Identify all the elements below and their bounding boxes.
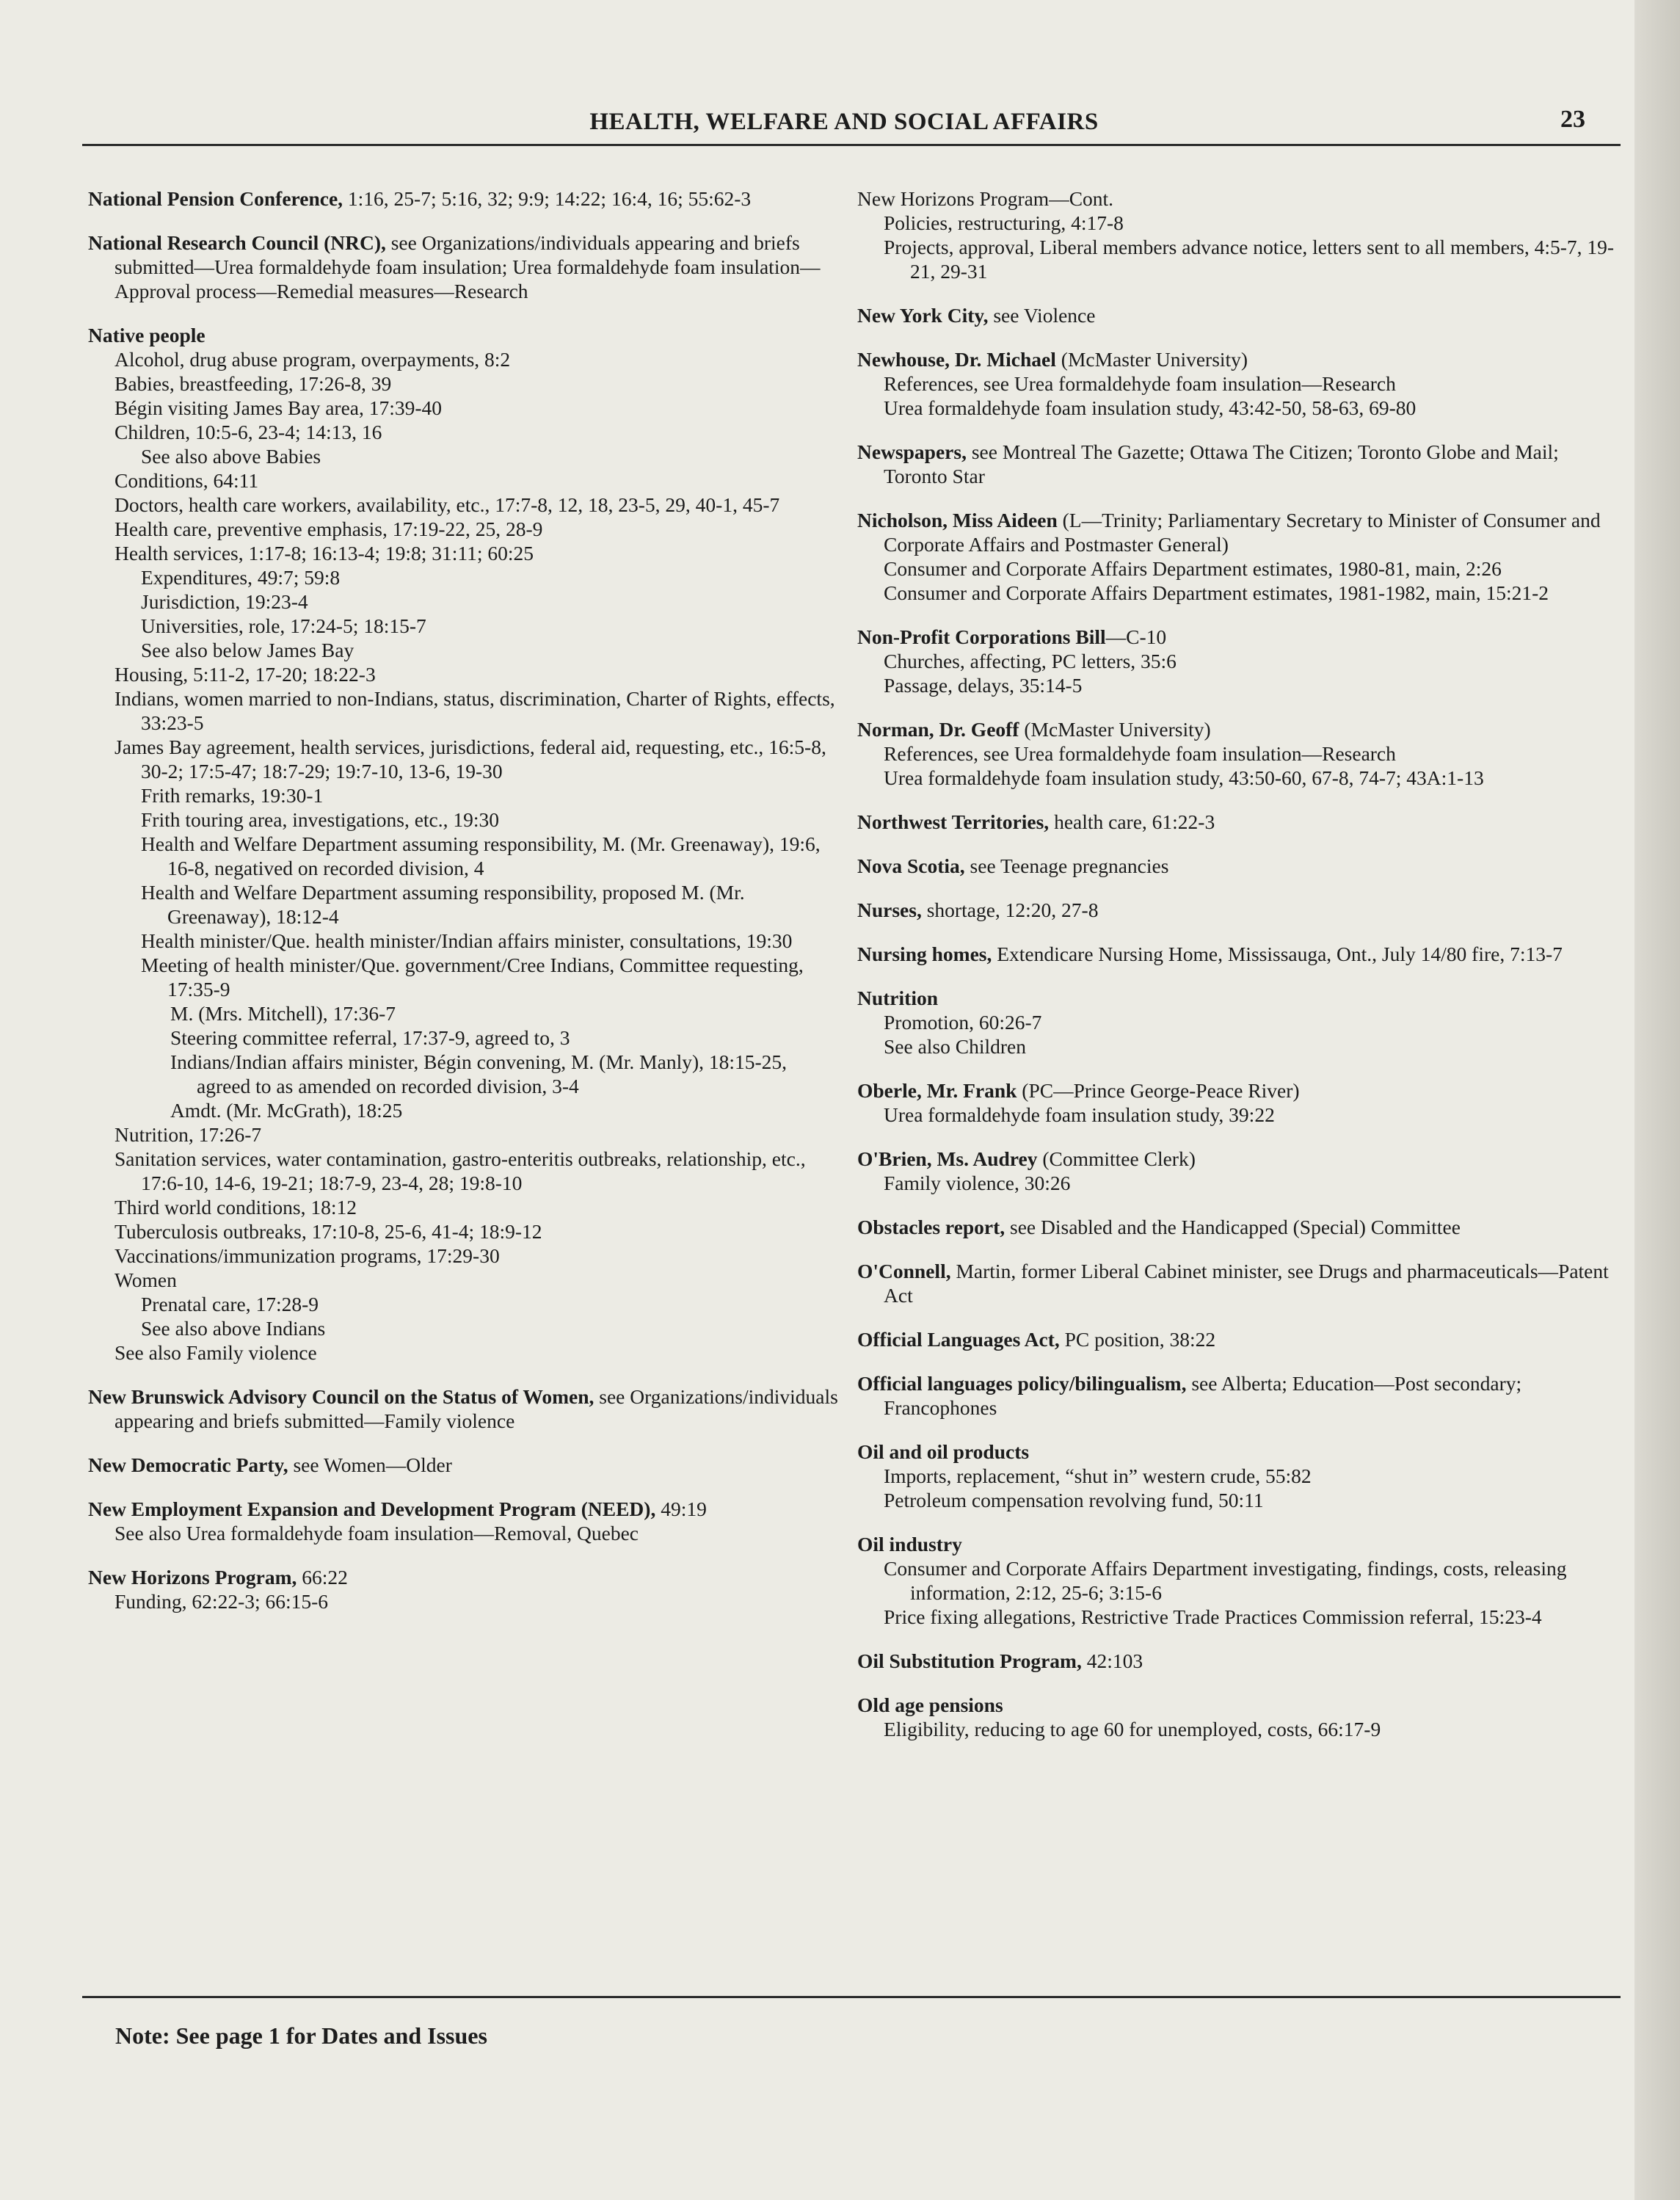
index-heading-line — [857, 1147, 1621, 1171]
index-heading-line — [88, 1384, 844, 1433]
index-text: Health minister/Que. health minister/Indian affairs minister, consultations, 19:30 — [141, 929, 793, 952]
index-heading: Nursing homes, — [857, 943, 992, 965]
index-entry — [88, 1453, 844, 1477]
index-subentry-line — [884, 1103, 1621, 1127]
index-text: see Organizations/individuals appearing and briefs submitted—Family violence — [114, 1385, 838, 1432]
index-entry — [857, 898, 1621, 922]
index-text: Amdt. (Mr. McGrath), 18:25 — [170, 1099, 403, 1122]
index-text: Health and Welfare Department assuming responsibility, M. (Mr. Greenaway), 19:6, 16-8, negatived on recorded division, 4 — [141, 832, 821, 879]
index-text: (PC—Prince George-Peace River) — [1017, 1079, 1300, 1102]
index-heading-line — [857, 1532, 1621, 1556]
index-text: Consumer and Corporate Affairs Department estimates, 1980-81, main, 2:26 — [884, 557, 1502, 580]
index-subentry-line — [141, 589, 844, 614]
index-entry — [857, 1649, 1621, 1673]
index-text: see Violence — [988, 304, 1096, 327]
index-text: Urea formaldehyde foam insulation study, 43:50-60, 67-8, 74-7; 43A:1-13 — [884, 766, 1484, 789]
index-subentry-line — [141, 444, 844, 468]
index-text: (McMaster University) — [1019, 718, 1211, 741]
index-entry — [857, 1532, 1621, 1629]
index-subentry-line — [114, 662, 844, 686]
index-subentry-line — [141, 783, 844, 807]
index-heading-line — [857, 303, 1621, 327]
index-subentry-line — [884, 673, 1621, 697]
index-heading-line — [857, 717, 1621, 741]
index-subentry-line — [141, 1316, 844, 1340]
index-heading: Norman, Dr. Geoff — [857, 718, 1019, 741]
index-text: Third world conditions, 18:12 — [114, 1196, 357, 1219]
index-entry — [857, 1147, 1621, 1195]
index-text: 66:22 — [297, 1566, 348, 1589]
index-text: see Teenage pregnancies — [964, 854, 1169, 877]
index-entry — [88, 1497, 844, 1545]
index-text: See also Family violence — [114, 1341, 317, 1364]
index-text: See also above Babies — [141, 445, 321, 468]
index-entry — [857, 854, 1621, 878]
index-heading-line — [857, 186, 1621, 211]
index-subentry-line — [141, 880, 844, 929]
index-heading-line — [857, 1215, 1621, 1239]
index-subentry-line — [114, 1340, 844, 1365]
index-text: See also Urea formaldehyde foam insulation—Removal, Quebec — [114, 1522, 639, 1544]
index-entry — [857, 1078, 1621, 1127]
index-subentry-line — [114, 541, 844, 565]
index-text: Policies, restructuring, 4:17-8 — [884, 211, 1124, 234]
index-entry — [857, 347, 1621, 420]
index-heading-line — [857, 508, 1621, 556]
index-subentry-line — [141, 929, 844, 953]
index-entry — [857, 1259, 1621, 1307]
index-heading: New York City, — [857, 304, 989, 327]
index-text: Tuberculosis outbreaks, 17:10-8, 25-6, 41-4; 18:9-12 — [114, 1220, 542, 1243]
index-entry — [857, 186, 1621, 283]
index-subentry-line — [114, 1195, 844, 1219]
index-subentry-line — [884, 396, 1621, 420]
index-heading-line — [857, 986, 1621, 1010]
index-text: 1:16, 25-7; 5:16, 32; 9:9; 14:22; 16:4, 16; 55:62-3 — [343, 187, 752, 210]
index-heading: Oberle, Mr. Frank — [857, 1079, 1017, 1102]
index-text: Projects, approval, Liberal members advance notice, letters sent to all members, 4:5-7, 19-21, 29-31 — [884, 236, 1615, 283]
index-text: Women — [114, 1268, 177, 1291]
index-subentry-line — [114, 396, 844, 420]
index-subentry-line — [114, 468, 844, 493]
index-text: References, see Urea formaldehyde foam insulation—Research — [884, 372, 1396, 395]
index-heading: Newhouse, Dr. Michael — [857, 348, 1056, 371]
index-text: Petroleum compensation revolving fund, 50:11 — [884, 1489, 1264, 1511]
index-text: see Montreal The Gazette; Ottawa The Citizen; Toronto Globe and Mail; Toronto Star — [884, 440, 1559, 487]
footer-rule — [82, 1996, 1621, 1998]
index-subentry-line — [114, 735, 844, 783]
index-heading-line — [857, 1371, 1621, 1420]
index-text: Alcohol, drug abuse program, overpayments, 8:2 — [114, 348, 511, 371]
index-heading-line — [857, 898, 1621, 922]
index-entry — [88, 186, 844, 211]
index-subentry-line — [884, 649, 1621, 673]
index-subentry-line — [114, 517, 844, 541]
index-heading: National Research Council (NRC), — [88, 231, 386, 254]
index-text: Children, 10:5-6, 23-4; 14:13, 16 — [114, 421, 382, 443]
index-column-right — [857, 186, 1621, 1761]
index-subentry-line — [884, 1464, 1621, 1488]
index-entry — [857, 1693, 1621, 1741]
index-heading: Nova Scotia, — [857, 854, 965, 877]
index-text: 42:103 — [1081, 1649, 1143, 1672]
index-entry — [857, 1440, 1621, 1512]
index-subentry-line — [884, 1556, 1621, 1605]
index-text: (L—Trinity; Parliamentary Secretary to Minister of Consumer and Corporate Affairs and Postmaster General) — [884, 509, 1601, 556]
index-text: Urea formaldehyde foam insulation study, 39:22 — [884, 1103, 1275, 1126]
index-subentry-line — [170, 1098, 844, 1122]
index-subentry-line — [884, 1171, 1621, 1195]
index-text: New Horizons Program—Cont. — [857, 187, 1114, 210]
index-entry — [857, 986, 1621, 1059]
index-subentry-line — [884, 556, 1621, 581]
index-heading-line — [88, 1565, 844, 1589]
index-text: Promotion, 60:26-7 — [884, 1011, 1042, 1034]
index-heading: O'Brien, Ms. Audrey — [857, 1147, 1038, 1170]
index-heading: Native people — [88, 324, 206, 346]
index-text: —C-10 — [1105, 625, 1167, 648]
index-subentry-line — [114, 347, 844, 371]
index-subentry-line — [884, 1034, 1621, 1059]
footer-note: Note: See page 1 for Dates and Issues — [115, 2022, 487, 2049]
index-text: see Women—Older — [288, 1453, 452, 1476]
index-heading-line — [857, 1693, 1621, 1717]
index-text: Frith touring area, investigations, etc., 19:30 — [141, 808, 500, 831]
index-heading: New Brunswick Advisory Council on the Status of Women, — [88, 1385, 594, 1408]
index-heading: O'Connell, — [857, 1260, 951, 1282]
index-text: Churches, affecting, PC letters, 35:6 — [884, 650, 1177, 672]
index-subentry-line — [114, 420, 844, 444]
index-heading-line — [88, 1453, 844, 1477]
index-subentry-line — [141, 807, 844, 832]
index-heading: Obstacles report, — [857, 1216, 1006, 1238]
index-text: Extendicare Nursing Home, Mississauga, Ont., July 14/80 fire, 7:13-7 — [992, 943, 1563, 965]
index-heading: Non-Profit Corporations Bill — [857, 625, 1106, 648]
index-heading-line — [857, 1259, 1621, 1307]
index-heading-line — [857, 440, 1621, 488]
index-subentry-line — [884, 371, 1621, 396]
index-text: 49:19 — [655, 1497, 707, 1520]
index-text: PC position, 38:22 — [1059, 1328, 1216, 1351]
index-heading: New Employment Expansion and Development Program (NEED), — [88, 1497, 656, 1520]
page-number: 23 — [1560, 106, 1585, 133]
index-subentry-line — [884, 1605, 1621, 1629]
index-heading-line — [857, 854, 1621, 878]
index-heading: New Horizons Program, — [88, 1566, 297, 1589]
index-entry — [857, 942, 1621, 966]
index-text: Bégin visiting James Bay area, 17:39-40 — [114, 396, 443, 419]
index-heading-line — [88, 230, 844, 303]
index-subentry-line — [141, 638, 844, 662]
index-text: See also Children — [884, 1035, 1026, 1058]
index-text: Price fixing allegations, Restrictive Trade Practices Commission referral, 15:23-4 — [884, 1605, 1542, 1628]
index-subentry-line — [170, 1001, 844, 1025]
index-text: Prenatal care, 17:28-9 — [141, 1293, 319, 1315]
index-heading-line — [88, 186, 844, 211]
index-heading: Oil industry — [857, 1533, 962, 1555]
index-entry — [857, 1371, 1621, 1420]
index-text: Housing, 5:11-2, 17-20; 18:22-3 — [114, 663, 376, 686]
index-entry — [857, 440, 1621, 488]
index-subentry-line — [114, 493, 844, 517]
index-text: Conditions, 64:11 — [114, 469, 259, 492]
index-text: Meeting of health minister/Que. government/Cree Indians, Committee requesting, 17:35-9 — [141, 954, 804, 1001]
index-subentry-line — [141, 614, 844, 638]
index-text: health care, 61:22-3 — [1049, 810, 1215, 833]
index-text: Expenditures, 49:7; 59:8 — [141, 566, 341, 589]
index-heading: Nurses, — [857, 898, 922, 921]
index-heading: Old age pensions — [857, 1693, 1003, 1716]
index-subentry-line — [114, 1219, 844, 1244]
index-text: Indians/Indian affairs minister, Bégin convening, M. (Mr. Manly), 18:15-25, agreed to as amended on recorded division, 3-4 — [170, 1050, 788, 1097]
index-subentry-line — [114, 1122, 844, 1147]
index-subentry-line — [141, 953, 844, 1001]
index-subentry-line — [170, 1025, 844, 1050]
index-text: Consumer and Corporate Affairs Department investigating, findings, costs, releasing information, 2:12, 25-6; 3:15-6 — [884, 1557, 1567, 1604]
index-text: see Alberta; Education—Post secondary; Francophones — [884, 1372, 1522, 1419]
index-text: Health care, preventive emphasis, 17:19-22, 25, 28-9 — [114, 518, 543, 540]
index-heading-line — [857, 810, 1621, 834]
index-heading-line — [857, 942, 1621, 966]
index-text: Steering committee referral, 17:37-9, agreed to, 3 — [170, 1026, 570, 1049]
index-subentry-line — [141, 1292, 844, 1316]
index-text: Consumer and Corporate Affairs Department estimates, 1981-1982, main, 15:21-2 — [884, 581, 1549, 604]
index-text: Nutrition, 17:26-7 — [114, 1123, 262, 1146]
index-text: Funding, 62:22-3; 66:15-6 — [114, 1590, 329, 1613]
index-text: Doctors, health care workers, availability, etc., 17:7-8, 12, 18, 23-5, 29, 40-1, 45-7 — [114, 493, 780, 516]
index-heading: Oil Substitution Program, — [857, 1649, 1082, 1672]
index-entry — [857, 717, 1621, 790]
index-subentry-line — [884, 235, 1621, 283]
index-entry — [857, 1327, 1621, 1351]
index-heading-line — [857, 1078, 1621, 1103]
index-heading: Official Languages Act, — [857, 1328, 1060, 1351]
index-subentry-line — [114, 1268, 844, 1292]
index-subentry-line — [114, 1244, 844, 1268]
index-entry — [857, 303, 1621, 327]
index-column-left — [88, 186, 844, 1633]
running-head: HEALTH, WELFARE AND SOCIAL AFFAIRS — [589, 109, 1099, 135]
index-heading: National Pension Conference, — [88, 187, 343, 210]
index-subentry-line — [114, 1589, 844, 1613]
index-text: Family violence, 30:26 — [884, 1172, 1071, 1194]
index-heading-line — [857, 1649, 1621, 1673]
index-entry — [88, 1384, 844, 1433]
index-subentry-line — [114, 1521, 844, 1545]
index-text: shortage, 12:20, 27-8 — [921, 898, 1099, 921]
index-text: Sanitation services, water contamination, gastro-enteritis outbreaks, relationship, etc., 17:6-10, 14-6, 19-21; 18:7-9, 23-4, 28; 19:8-10 — [114, 1147, 806, 1194]
index-heading-line — [88, 323, 844, 347]
index-heading: New Democratic Party, — [88, 1453, 288, 1476]
index-text: see Disabled and the Handicapped (Special) Committee — [1005, 1216, 1461, 1238]
index-text: (McMaster University) — [1055, 348, 1248, 371]
index-subentry-line — [141, 565, 844, 589]
index-text: Eligibility, reducing to age 60 for unemployed, costs, 66:17-9 — [884, 1718, 1381, 1740]
index-text: Indians, women married to non-Indians, status, discrimination, Charter of Rights, effects, 33:23-5 — [114, 687, 835, 734]
index-entry — [857, 1215, 1621, 1239]
index-text: see Organizations/individuals appearing and briefs submitted—Urea formaldehyde foam insulation; Urea formaldehyde foam insulation—Approval process—Remedial measures—Research — [114, 231, 821, 302]
index-subentry-line — [114, 686, 844, 735]
index-heading: Oil and oil products — [857, 1440, 1030, 1463]
index-heading: Nicholson, Miss Aideen — [857, 509, 1058, 531]
index-text: See also above Indians — [141, 1317, 326, 1340]
index-heading-line — [88, 1497, 844, 1521]
index-heading-line — [857, 625, 1621, 649]
index-subentry-line — [884, 1717, 1621, 1741]
index-text: (Committee Clerk) — [1037, 1147, 1196, 1170]
index-text: Vaccinations/immunization programs, 17:29-30 — [114, 1244, 500, 1267]
index-text: Imports, replacement, “shut in” western crude, 55:82 — [884, 1464, 1312, 1487]
index-subentry-line — [141, 832, 844, 880]
index-subentry-line — [170, 1050, 844, 1098]
index-heading: Official languages policy/bilingualism, — [857, 1372, 1187, 1395]
index-subentry-line — [884, 741, 1621, 766]
index-entry — [857, 810, 1621, 834]
index-entry — [88, 230, 844, 303]
index-heading-line — [857, 1440, 1621, 1464]
index-text: Universities, role, 17:24-5; 18:15-7 — [141, 614, 426, 637]
index-text: Frith remarks, 19:30-1 — [141, 784, 324, 807]
index-text: Health services, 1:17-8; 16:13-4; 19:8; 31:11; 60:25 — [114, 542, 534, 564]
index-text: James Bay agreement, health services, jurisdictions, federal aid, requesting, etc., 16:5-8, 30-2; 17:5-47; 18:7-29; 19:7-10, 13-6, 19-30 — [114, 736, 826, 783]
index-entry — [88, 323, 844, 1365]
index-subentry-line — [114, 371, 844, 396]
index-subentry-line — [884, 1488, 1621, 1512]
index-subentry-line — [884, 766, 1621, 790]
index-text: Babies, breastfeeding, 17:26-8, 39 — [114, 372, 392, 395]
index-heading-line — [857, 1327, 1621, 1351]
index-entry — [88, 1565, 844, 1613]
page-edge-shadow — [1634, 0, 1680, 2200]
index-text: Passage, delays, 35:14-5 — [884, 674, 1083, 697]
index-subentry-line — [884, 1010, 1621, 1034]
index-heading: Nutrition — [857, 987, 938, 1009]
index-text: References, see Urea formaldehyde foam insulation—Research — [884, 742, 1396, 765]
index-text: Martin, former Liberal Cabinet minister, see Drugs and pharmaceuticals—Patent Act — [884, 1260, 1609, 1307]
index-text: Urea formaldehyde foam insulation study, 43:42-50, 58-63, 69-80 — [884, 396, 1417, 419]
index-entry — [857, 625, 1621, 697]
index-text: Jurisdiction, 19:23-4 — [141, 590, 308, 613]
index-entry — [857, 508, 1621, 605]
index-text: Health and Welfare Department assuming responsibility, proposed M. (Mr. Greenaway), 18:12-4 — [141, 881, 745, 928]
index-heading: Newspapers, — [857, 440, 967, 463]
index-subentry-line — [884, 211, 1621, 235]
header-rule — [82, 144, 1621, 146]
index-heading: Northwest Territories, — [857, 810, 1050, 833]
index-heading-line — [857, 347, 1621, 371]
index-text: See also below James Bay — [141, 639, 354, 661]
index-subentry-line — [114, 1147, 844, 1195]
index-subentry-line — [884, 581, 1621, 605]
index-text: M. (Mrs. Mitchell), 17:36-7 — [170, 1002, 396, 1025]
